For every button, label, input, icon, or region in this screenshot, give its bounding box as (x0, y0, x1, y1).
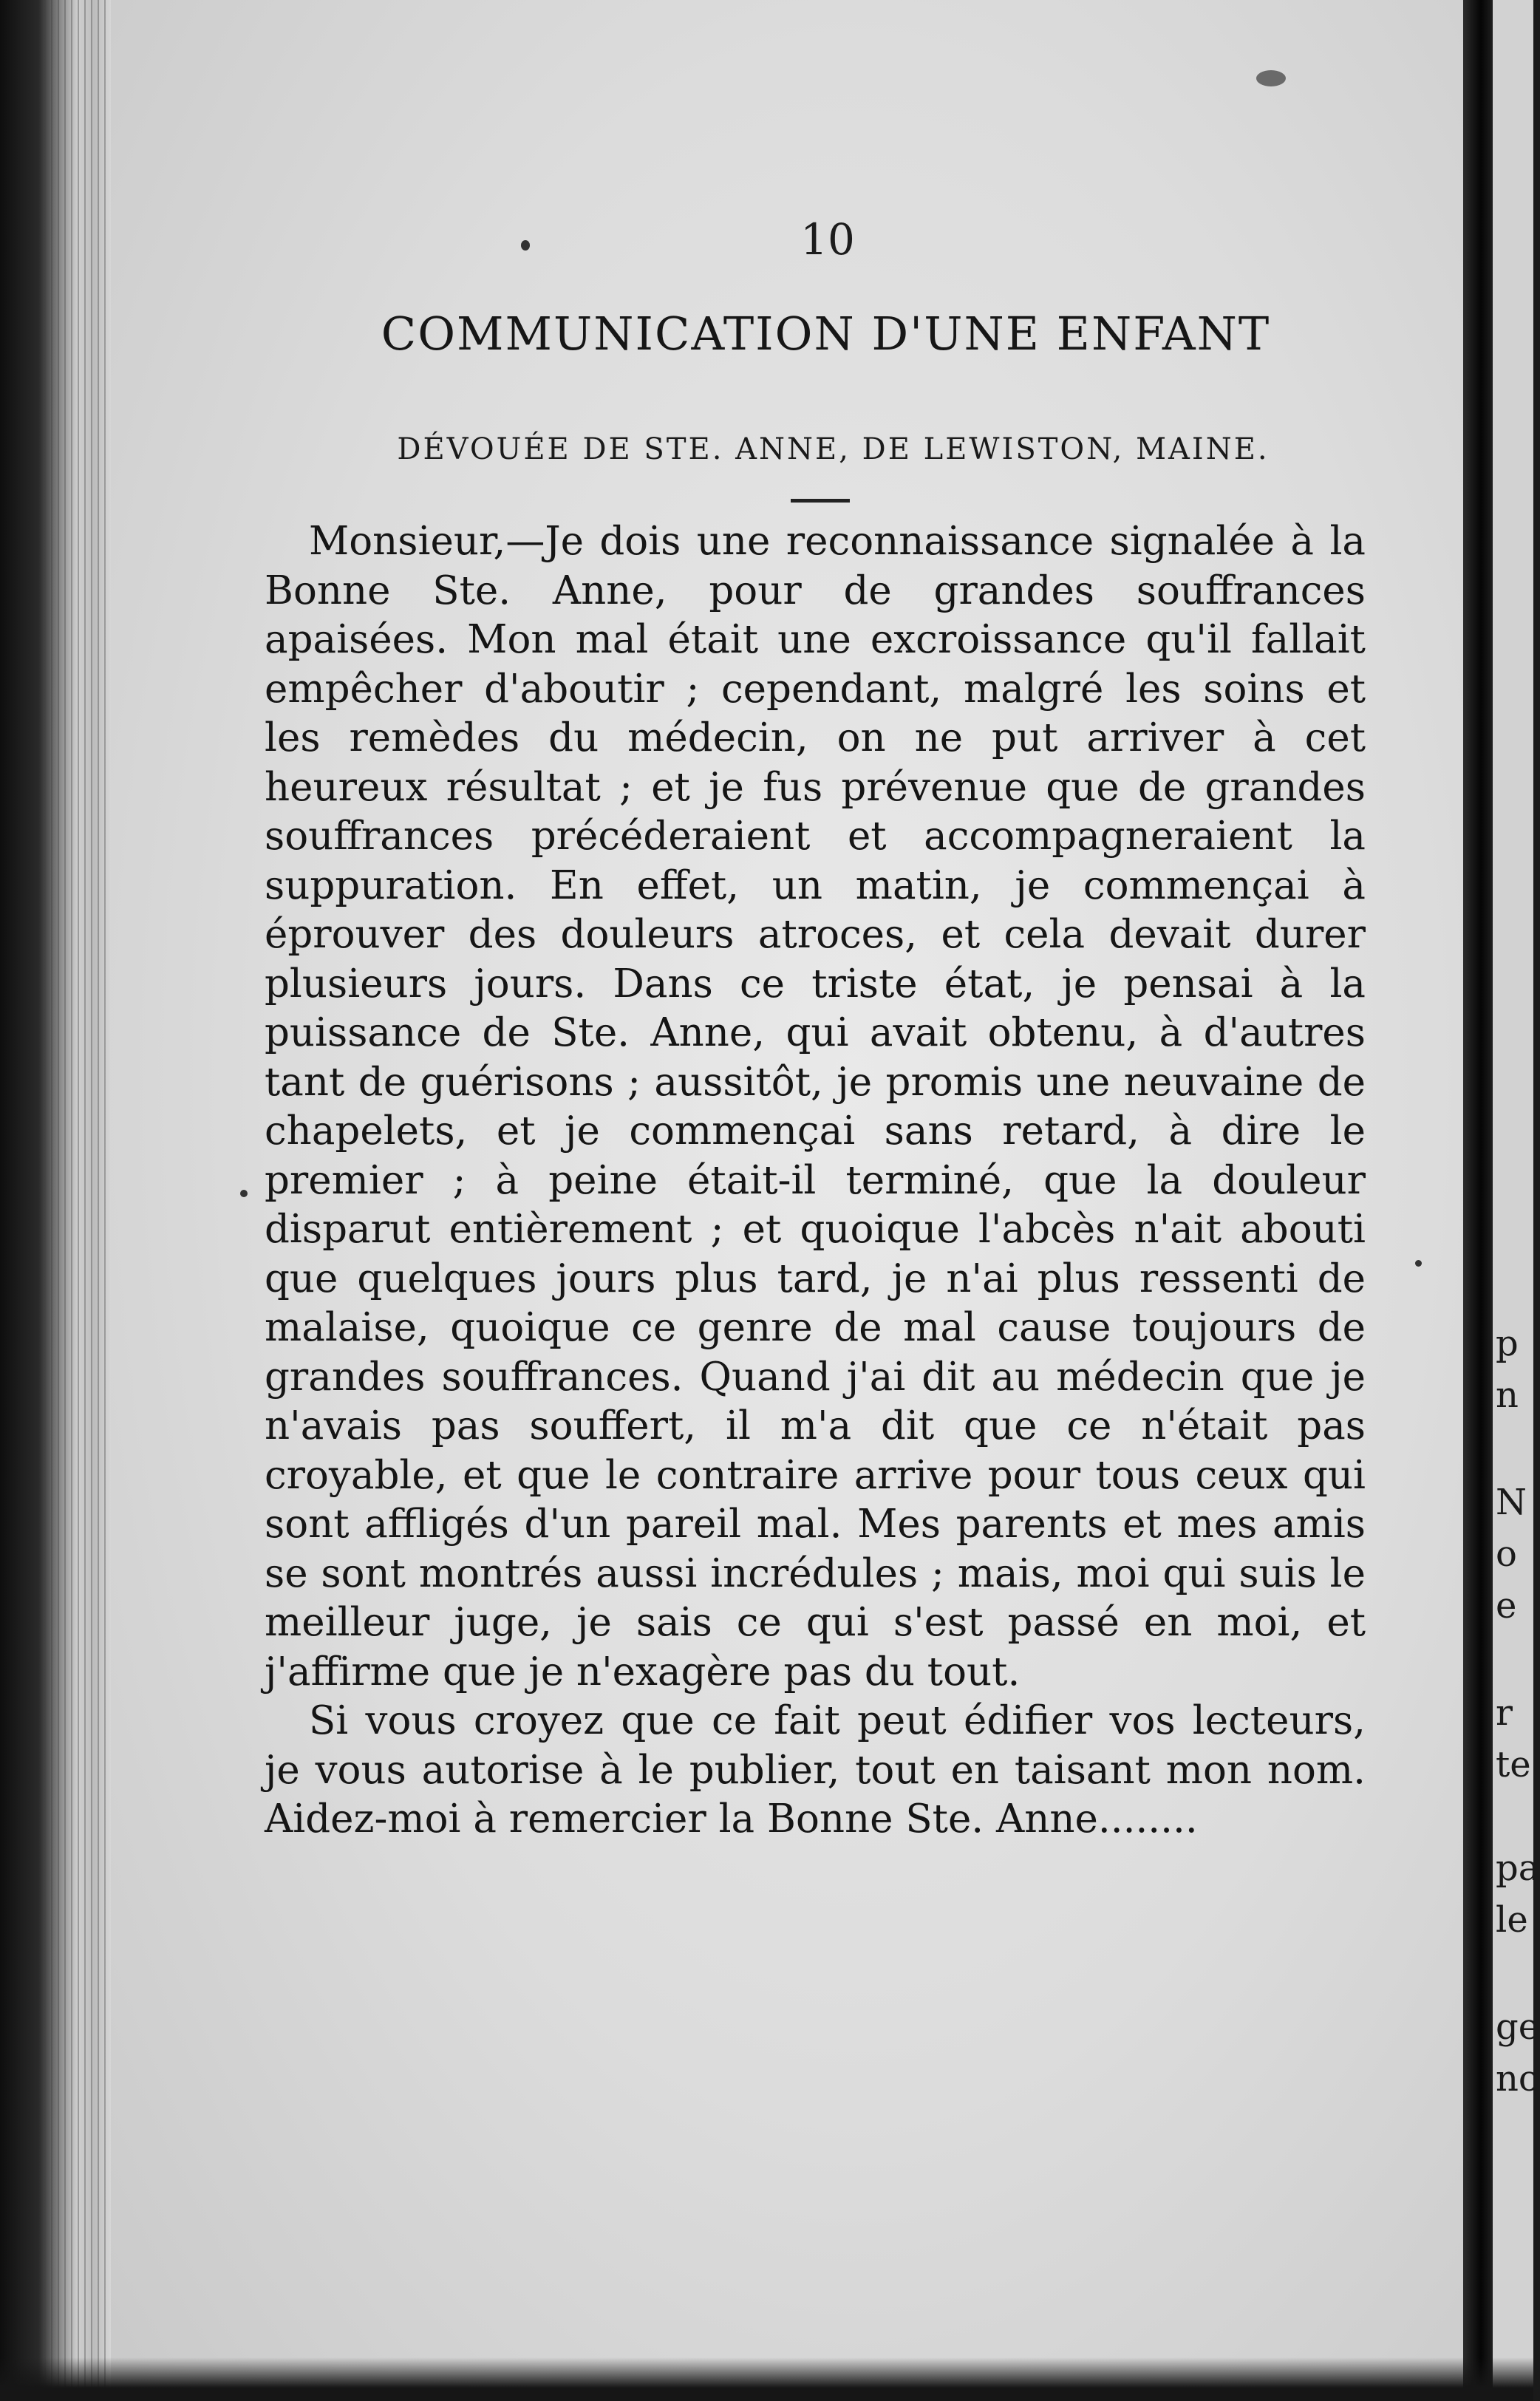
adjacent-page-fragment: le (1496, 1899, 1528, 1941)
adjacent-page-fragment: pa (1496, 1847, 1540, 1889)
adjacent-page-fragment: N (1496, 1482, 1527, 1523)
paragraph: Si vous croyez que ce fait peut édifier vos lecteurs, je vous autorise à le publier, tout en taisant mon nom. Aidez-moi à remercier la Bonne Ste. Anne........ (265, 1698, 1366, 1842)
scan-bottom-shadow (0, 2357, 1533, 2401)
adjacent-page-fragment: ge (1496, 2006, 1540, 2048)
letter-body (265, 517, 1366, 1845)
adjacent-page-fragment: e (1496, 1585, 1517, 1627)
adjacent-page-fragment: n (1496, 1375, 1519, 1416)
ink-speck (1256, 70, 1286, 86)
adjacent-page-fragment: p (1496, 1323, 1519, 1364)
heading-divider (791, 499, 850, 503)
adjacent-page-fragment: te (1496, 1744, 1531, 1785)
paragraph: Monsieur,—Je dois une reconnaissance signalée à la Bonne Ste. Anne, pour de grandes souffrances apaisées. Mon mal était une excroissance qu'il fallait empêcher d'aboutir ; cependant, malgré les soins et les remèdes du médecin, on ne put arriver à cet heureux résultat ; et je fus prévenue que de grandes souffrances précéderaient et accompagneraient la suppuration. En effet, un matin, je commençai à éprouver des douleurs atroces, et cela devait durer plusieurs jours. Dans ce triste état, je pensai à la puissance de Ste. Anne, qui avait obtenu, à d'autres tant de guérisons ; aussitôt, je promis une neuvaine de chapelets, et je commençai sans retard, à dire le premier ; à peine était-il terminé, que la douleur disparut entièrement ; et quoique l'abcès n'ait abouti que quelques jours plus tard, je n'ai plus ressenti de malaise, quoique ce genre de mal cause toujours de grandes souffrances. Quand j'ai dit au médecin que je n'avais pas souffert, il m'a dit que ce n'était pas croyable, et que le contraire arrive pour tous ceux qui sont affligés d'un pareil mal. Mes parents et mes amis se sont montrés aussi incrédules ; mais, moi qui suis le meilleur juge, je sais ce qui s'est passé en moi, et j'affirme que je n'exagère pas du tout. (265, 519, 1366, 1695)
adjacent-page-fragment: o (1496, 1533, 1517, 1575)
adjacent-page-fragment: r (1496, 1692, 1513, 1734)
article-subheading: DÉVOUÉE DE STE. ANNE, DE LEWISTON, MAINE. (397, 432, 1270, 466)
ink-speck (521, 240, 530, 251)
ink-speck (240, 1190, 248, 1197)
article-heading: COMMUNICATION D'UNE ENFANT (381, 307, 1271, 361)
adjacent-page-fragment: no (1496, 2058, 1540, 2099)
page-number: 10 (800, 214, 855, 265)
ink-speck (1415, 1260, 1422, 1267)
